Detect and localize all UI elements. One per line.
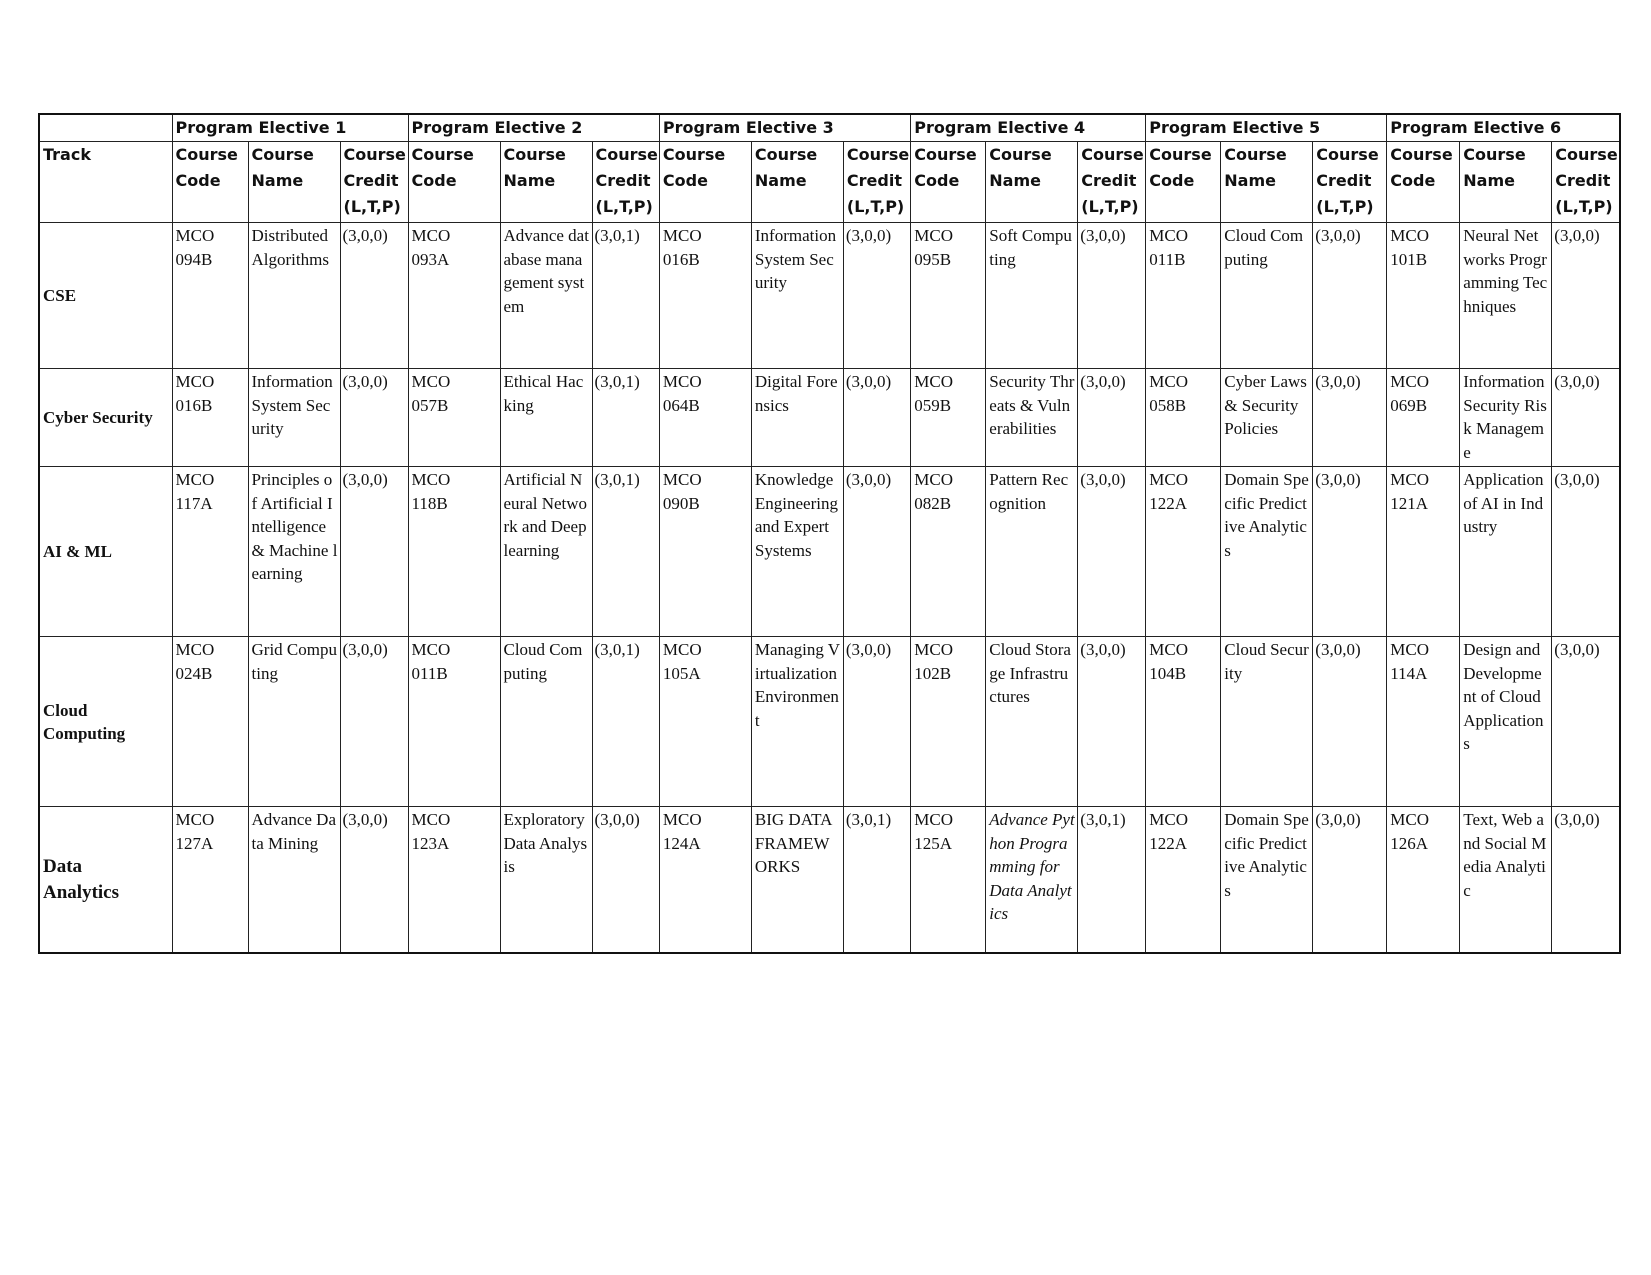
course-code: MCO 069B xyxy=(1387,369,1460,467)
course-credit: (3,0,1) xyxy=(843,807,910,953)
elective-table xyxy=(38,113,1621,954)
code-header xyxy=(659,142,751,223)
course-code: MCO 064B xyxy=(659,369,751,467)
credit-header xyxy=(1078,142,1146,223)
header-row-columns xyxy=(39,142,1620,223)
course-code: MCO 102B xyxy=(911,637,986,807)
course-name: Soft Computing xyxy=(986,223,1078,369)
course-credit: (3,0,0) xyxy=(843,467,910,637)
course-credit: (3,0,0) xyxy=(1078,223,1146,369)
track-label: Cyber Security xyxy=(39,369,172,467)
course-code: MCO 016B xyxy=(172,369,248,467)
header-row-electives xyxy=(39,114,1620,142)
name-header xyxy=(248,142,340,223)
course-credit: (3,0,0) xyxy=(1552,223,1620,369)
course-code: MCO 114A xyxy=(1387,637,1460,807)
course-name: Exploratory Data Analysis xyxy=(500,807,592,953)
course-code: MCO 105A xyxy=(659,637,751,807)
course-code: MCO 101B xyxy=(1387,223,1460,369)
credit-header-label: Course Credit (L,T,P) xyxy=(1081,145,1144,216)
course-name: Digital Forensics xyxy=(751,369,843,467)
course-name: Design and Development of Cloud Applications xyxy=(1460,637,1552,807)
credit-header xyxy=(592,142,659,223)
course-name: BIG DATA FRAMEWORKS xyxy=(751,807,843,953)
course-name: Application of AI in Industry xyxy=(1460,467,1552,637)
elective-3-header: Program Elective 3 xyxy=(659,114,910,142)
credit-header-label: Course Credit (L,T,P) xyxy=(595,145,658,216)
course-credit: (3,0,0) xyxy=(340,223,408,369)
course-code: MCO 126A xyxy=(1387,807,1460,953)
course-name: Ethical Hacking xyxy=(500,369,592,467)
course-code: MCO 057B xyxy=(408,369,500,467)
elective-6-header: Program Elective 6 xyxy=(1387,114,1620,142)
course-credit: (3,0,0) xyxy=(1313,369,1387,467)
course-name: Artificial Neural Network and Deeplearning xyxy=(500,467,592,637)
code-header xyxy=(172,142,248,223)
course-code: MCO 121A xyxy=(1387,467,1460,637)
course-name: Advance Python Programming for Data Analytics xyxy=(986,807,1078,953)
course-name: Cloud Security xyxy=(1221,637,1313,807)
course-credit: (3,0,0) xyxy=(340,637,408,807)
course-code: MCO 122A xyxy=(1146,467,1221,637)
course-name: Security Threats & Vulnerabilities xyxy=(986,369,1078,467)
course-name: Managing Virtualization Environment xyxy=(751,637,843,807)
course-code: MCO 117A xyxy=(172,467,248,637)
corner-cell xyxy=(39,114,172,142)
course-credit: (3,0,0) xyxy=(1313,807,1387,953)
course-credit: (3,0,0) xyxy=(1552,369,1620,467)
code-header-label: Course Code xyxy=(662,145,726,190)
credit-header-label: Course Credit (L,T,P) xyxy=(1555,145,1618,216)
course-code: MCO 093A xyxy=(408,223,500,369)
course-credit: (3,0,0) xyxy=(340,369,408,467)
course-credit: (3,0,0) xyxy=(843,223,910,369)
credit-header xyxy=(1552,142,1620,223)
name-header-label: Course Name xyxy=(754,145,818,190)
table-row xyxy=(39,637,1620,807)
course-credit: (3,0,0) xyxy=(340,467,408,637)
credit-header xyxy=(1313,142,1387,223)
credit-header xyxy=(843,142,910,223)
course-credit: (3,0,1) xyxy=(592,223,659,369)
elective-5-header: Program Elective 5 xyxy=(1146,114,1387,142)
course-name: Advance Data Mining xyxy=(248,807,340,953)
name-header xyxy=(500,142,592,223)
course-credit: (3,0,1) xyxy=(592,637,659,807)
course-credit: (3,0,0) xyxy=(1078,637,1146,807)
course-code: MCO 124A xyxy=(659,807,751,953)
course-name: Grid Computing xyxy=(248,637,340,807)
name-header-label: Course Name xyxy=(503,145,566,190)
course-name: Pattern Recognition xyxy=(986,467,1078,637)
course-code: MCO 016B xyxy=(659,223,751,369)
course-name: Neural Networks Programming Techniques xyxy=(1460,223,1552,369)
course-code: MCO 123A xyxy=(408,807,500,953)
course-credit: (3,0,0) xyxy=(1313,223,1387,369)
course-code: MCO 011B xyxy=(1146,223,1221,369)
credit-header-label: Course Credit (L,T,P) xyxy=(846,145,910,216)
credit-header xyxy=(340,142,408,223)
course-name: Knowledge Engineering and Expert Systems xyxy=(751,467,843,637)
course-credit: (3,0,0) xyxy=(340,807,408,953)
course-name: Domain Specific Predictive Analytics xyxy=(1221,467,1313,637)
table-row xyxy=(39,467,1620,637)
table-row xyxy=(39,223,1620,369)
course-code: MCO 024B xyxy=(172,637,248,807)
course-credit: (3,0,0) xyxy=(1313,467,1387,637)
code-header-label: Course Code xyxy=(1149,145,1212,190)
course-code: MCO 122A xyxy=(1146,807,1221,953)
course-credit: (3,0,1) xyxy=(592,467,659,637)
course-code: MCO 127A xyxy=(172,807,248,953)
track-label: AI & ML xyxy=(39,467,172,637)
name-header xyxy=(1460,142,1552,223)
course-code: MCO 011B xyxy=(408,637,500,807)
course-credit: (3,0,0) xyxy=(1552,807,1620,953)
name-header-label: Course Name xyxy=(1224,145,1287,190)
course-code: MCO 082B xyxy=(911,467,986,637)
name-header-label: Course Name xyxy=(251,145,314,190)
course-code: MCO 090B xyxy=(659,467,751,637)
track-header: Track xyxy=(39,142,172,223)
course-credit: (3,0,1) xyxy=(1078,807,1146,953)
course-name: Cloud Computing xyxy=(500,637,592,807)
course-name: Information System Security xyxy=(751,223,843,369)
course-code: MCO 094B xyxy=(172,223,248,369)
code-header xyxy=(408,142,500,223)
course-name: Cloud Storage Infrastructures xyxy=(986,637,1078,807)
table-row xyxy=(39,807,1620,953)
course-credit: (3,0,1) xyxy=(592,369,659,467)
name-header xyxy=(986,142,1078,223)
track-label: Cloud Computing xyxy=(39,637,172,807)
course-code: MCO 118B xyxy=(408,467,500,637)
course-name: Domain Specific Predictive Analytics xyxy=(1221,807,1313,953)
course-credit: (3,0,0) xyxy=(1078,369,1146,467)
course-credit: (3,0,0) xyxy=(1078,467,1146,637)
code-header xyxy=(911,142,986,223)
table-row xyxy=(39,369,1620,467)
credit-header-label: Course Credit (L,T,P) xyxy=(1316,145,1379,216)
course-credit: (3,0,0) xyxy=(1552,637,1620,807)
code-header xyxy=(1387,142,1460,223)
course-credit: (3,0,0) xyxy=(843,369,910,467)
code-header-label: Course Code xyxy=(411,145,474,190)
name-header-label: Course Name xyxy=(989,145,1052,190)
course-code: MCO 058B xyxy=(1146,369,1221,467)
course-credit: (3,0,0) xyxy=(1313,637,1387,807)
course-name: Text, Web and Social Media Analytic xyxy=(1460,807,1552,953)
course-name: Distributed Algorithms xyxy=(248,223,340,369)
course-name: Information Security Risk Manageme xyxy=(1460,369,1552,467)
name-header xyxy=(1221,142,1313,223)
course-name: Cloud Computing xyxy=(1221,223,1313,369)
name-header xyxy=(751,142,843,223)
course-name: Principles of Artificial Intelligence & Machine learning xyxy=(248,467,340,637)
code-header-label: Course Code xyxy=(914,145,977,190)
track-label: Data Analytics xyxy=(39,807,172,953)
course-name: Information System Security xyxy=(248,369,340,467)
course-name: Cyber Laws & Security Policies xyxy=(1221,369,1313,467)
course-credit: (3,0,0) xyxy=(592,807,659,953)
course-name: Advance database management system xyxy=(500,223,592,369)
elective-1-header: Program Elective 1 xyxy=(172,114,408,142)
course-credit: (3,0,0) xyxy=(843,637,910,807)
code-header xyxy=(1146,142,1221,223)
course-credit: (3,0,0) xyxy=(1552,467,1620,637)
course-code: MCO 059B xyxy=(911,369,986,467)
code-header-label: Course Code xyxy=(1390,145,1453,190)
course-code: MCO 125A xyxy=(911,807,986,953)
track-label: CSE xyxy=(39,223,172,369)
course-code: MCO 104B xyxy=(1146,637,1221,807)
course-code: MCO 095B xyxy=(911,223,986,369)
elective-4-header: Program Elective 4 xyxy=(911,114,1146,142)
code-header-label: Course Code xyxy=(175,145,238,190)
name-header-label: Course Name xyxy=(1463,145,1526,190)
credit-header-label: Course Credit (L,T,P) xyxy=(343,145,406,216)
elective-2-header: Program Elective 2 xyxy=(408,114,659,142)
